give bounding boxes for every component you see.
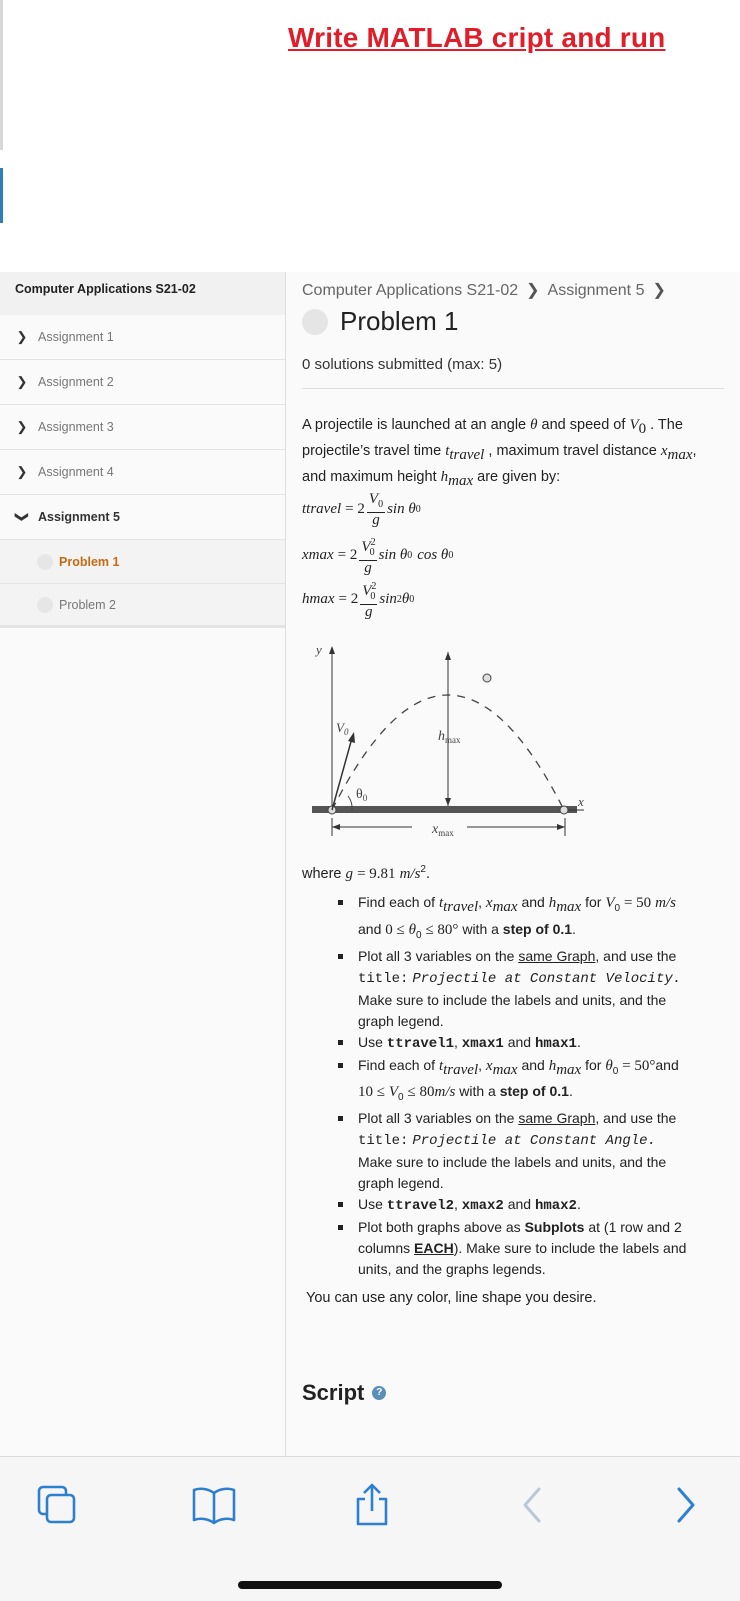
chevron-right-icon: ❯ [16,329,28,344]
sidebar-item-problem-2[interactable] [0,584,285,628]
eq-equals: = 2 [337,547,358,563]
list-underline: same Graph [518,947,596,964]
eq-lhs: x [302,547,309,563]
list-math-sub: 0 [612,1065,619,1077]
sidebar-item-problem-1[interactable] [0,540,285,584]
list-text: and [507,1033,532,1050]
list-text: Make sure to include the labels and units, and the graph legend. [358,991,667,1029]
list-text: , and use the [595,947,677,964]
velocity-label-sub: 0 [343,727,349,737]
status-circle-icon [37,597,53,613]
status-circle-icon [37,554,53,570]
list-math: 0 ≤ [385,921,405,938]
breadcrumb [302,280,674,300]
list-text: . [572,920,576,937]
angle-label-text: θ [356,787,363,802]
where-text: . [425,865,430,882]
sidebar-item-label: Assignment 2 [38,375,114,389]
eq-num-sup: 2 [371,581,377,592]
bookmarks-button[interactable] [192,1483,236,1527]
list-item [338,946,694,1032]
list-math: t [438,895,444,911]
list-text: and [521,1056,545,1073]
list-item [338,1055,694,1109]
height-arrow-bottom [445,798,451,806]
list-text: , [454,1196,458,1213]
list-text: . [576,1033,581,1050]
list-bold: step of 0.1 [499,1083,569,1100]
list-bold: Subplots [524,1219,585,1236]
list-math: h [548,1057,557,1074]
status-circle-icon [302,309,328,335]
list-text: Plot all 3 variables on the [358,947,515,964]
list-item [338,892,694,946]
velocity-arrow [348,732,355,743]
velocity-vector [332,738,352,810]
list-text: at (1 row and 2 columns [358,1219,682,1257]
list-math: = 50 [623,895,652,911]
list-text: ). Make sure to include the labels and units, and the graphs legends. [358,1240,687,1278]
tabs-icon [36,1484,78,1526]
distance-label-sub: max [438,828,454,838]
back-button[interactable] [510,1483,554,1527]
list-math-sub: 0 [614,902,621,914]
eq-rhs-sub: 0 [448,550,454,561]
eq-rhs: sin θ [378,547,408,563]
height-label-text: h [438,729,445,744]
browser-toolbar [0,1456,740,1601]
list-code: title: [358,1133,409,1150]
sidebar-item-assignment-4[interactable] [0,450,285,495]
eq-rhs: θ [401,591,410,607]
list-code: ttravel1 [386,1035,455,1052]
share-icon [354,1483,390,1527]
list-text: with a [459,1083,496,1100]
list-text: for [585,1056,602,1073]
eq-num-sub: 0 [370,591,376,602]
list-item [338,1217,694,1280]
list-text: and [358,920,382,937]
intro-text: are given by: [477,468,561,485]
chevron-right-icon: ❯ [16,419,28,434]
eq-num-var: V [368,491,379,507]
solutions-count: 0 solutions submitted (max: 5) [302,356,503,373]
distance-arrow-right [557,824,565,830]
where-math: m/s [399,865,421,882]
list-item [338,1194,694,1217]
list-math-sub: max [492,1061,518,1078]
eq-rhs-sup: 2 [396,594,402,605]
list-math-sub: max [556,1061,582,1078]
list-text: Find each of [358,894,436,910]
eq-rhs-sub: 0 [415,504,421,515]
list-bold: EACH [414,1240,454,1257]
list-text: and [507,1196,532,1213]
back-icon [520,1485,544,1525]
eq-rhs: sin θ [387,501,416,517]
list-code: Projectile at Constant Angle. [412,1133,656,1150]
edge-decoration [0,0,3,150]
task-list [338,892,694,1280]
instruction-note: You can use any color, line shape you desire. [306,1290,597,1306]
intro-math-sub: travel [449,446,485,463]
velocity-label-text: V [336,720,344,735]
sidebar-course-title[interactable]: Computer Applications S21-02 [0,272,285,315]
list-code: ttravel2 [386,1198,455,1215]
list-code: hmax1 [534,1035,577,1052]
sidebar-item-label: Assignment 4 [38,465,114,479]
list-math: = 50° [622,1057,656,1074]
eq-lhs: h [302,591,310,607]
gravity-note [302,864,430,883]
sidebar-item-label: Assignment 5 [38,510,120,524]
distance-label-text: x [432,822,439,837]
list-math: x [485,895,493,911]
intro-math: θ [530,417,538,433]
list-text: Find each of [358,1056,436,1073]
intro-math-sub: 0 [638,420,647,437]
intro-math-sub: max [448,472,474,489]
sidebar-item-label: Problem 2 [59,597,116,612]
list-math: ≤ 80° [425,921,459,938]
equation-max-height [302,580,414,619]
y-axis-label: y [316,642,322,657]
share-button[interactable] [350,1483,394,1527]
script-title: Script [302,1380,365,1405]
angle-label-sub: 0 [362,793,368,803]
list-text: Plot both graphs above as [358,1219,521,1236]
list-text: with a [462,920,499,937]
eq-num-sup: 2 [370,537,376,548]
eq-numerator [360,580,377,605]
y-axis-arrow [329,646,335,654]
where-text: where [302,865,342,882]
list-math: h [548,895,557,911]
list-text: Use [358,1196,383,1213]
sidebar-item-label: Problem 1 [59,554,120,569]
eq-lhs-sub: max [308,547,334,563]
list-text: and [655,1056,679,1073]
eq-fraction [359,536,376,575]
eq-num-sub: 0 [378,499,384,510]
chevron-right-icon: ❯ [16,374,28,389]
eq-num-sub: 0 [369,547,375,558]
list-text: . [568,1083,573,1100]
list-text: Make sure to include the labels and units, and the graph legend. [358,1154,667,1192]
eq-lhs-sub: travel [306,501,342,517]
eq-numerator [367,492,385,513]
list-math: m/s [655,895,676,911]
list-text: , [478,1056,483,1073]
page-title [302,306,459,337]
list-math: V [388,1084,399,1101]
list-code: xmax2 [461,1198,504,1215]
eq-equals: = 2 [338,591,359,607]
list-math-sub: 0 [398,1092,404,1104]
list-text: for [585,894,602,910]
problem-intro [302,414,722,492]
sidebar-item-assignment-2[interactable] [0,360,285,405]
breadcrumb-course[interactable]: Computer Applications S21-02 [302,282,519,299]
forward-button[interactable] [664,1483,708,1527]
height-label-sub: max [445,735,461,745]
where-math-sup: 2 [420,864,426,875]
intro-text: , and maximum height [302,442,697,485]
list-item [338,1108,694,1194]
forward-icon [674,1485,698,1525]
velocity-label [336,720,349,737]
angle-label [356,787,368,803]
list-text: . [576,1196,581,1213]
eq-rhs-sub: 0 [407,550,413,561]
list-math-sub: travel [443,1061,479,1078]
intro-math: h [440,468,449,485]
list-math: m/s [434,1084,456,1101]
where-math: g [345,865,354,882]
equation-max-distance [302,536,453,575]
eq-rhs: cos θ [417,547,449,563]
intro-text: , maximum travel distance [488,442,657,459]
list-text: and [521,894,545,910]
sidebar-item-assignment-3[interactable] [0,405,285,450]
list-item [338,1032,694,1055]
landing-point [560,806,568,814]
list-underline: same Graph [518,1110,596,1127]
list-bold: step of 0.1 [502,920,573,937]
eq-num-var: V [362,583,372,599]
intro-math: x [660,442,668,459]
eq-rhs-sub: 0 [409,594,415,605]
script-heading [302,1380,386,1406]
x-axis-label: x [578,794,584,809]
intro-text: . The projectile’s travel time [302,417,683,459]
list-math-sub: 0 [416,929,422,941]
tabs-button[interactable] [35,1483,79,1527]
list-text: , [478,894,483,910]
list-text: Plot all 3 variables on the [358,1110,515,1127]
eq-fraction [367,492,385,527]
intro-math: V [629,417,639,433]
chevron-right-icon: ❯ [526,282,540,299]
banner [0,0,740,268]
list-math: θ [605,1057,613,1074]
eq-denominator: g [364,560,372,576]
height-label [438,729,461,745]
eq-fraction [360,580,377,619]
bookmarks-icon [192,1485,236,1525]
eq-rhs: sin [379,591,397,607]
list-math-sub: max [492,898,518,915]
intro-math: t [445,442,450,459]
eq-numerator [359,536,376,561]
list-math: V [605,895,615,911]
sidebar-item-assignment-5[interactable] [0,495,285,540]
list-code: Projectile at Constant Velocity. [412,970,682,987]
projectile-diagram [312,640,612,855]
breadcrumb-assignment[interactable]: Assignment 5 [547,282,645,299]
where-math: = 9.81 [357,865,396,882]
projectile [483,674,491,682]
home-indicator[interactable] [238,1581,502,1589]
list-code: hmax2 [534,1198,577,1215]
list-math: ≤ 80 [407,1084,435,1101]
list-math: t [438,1057,444,1074]
intro-text: A projectile is launched at an angle [302,417,527,433]
sidebar-item-assignment-1[interactable] [0,315,285,360]
chevron-down-icon: ❯ [15,511,30,523]
eq-denominator: g [365,604,373,620]
intro-math-sub: max [667,446,693,463]
list-math: 10 ≤ [358,1084,385,1101]
list-math-sub: max [556,898,582,915]
eq-lhs: t [302,501,307,517]
eq-equals: = 2 [345,501,365,517]
eq-lhs-sub: max [309,591,335,607]
distance-label [431,822,454,838]
sidebar-item-label: Assignment 1 [38,330,114,344]
equation-travel-time [302,492,421,527]
list-text: , and use the [595,1110,677,1127]
height-arrow-top [445,652,451,660]
list-math: x [485,1057,493,1074]
sidebar-item-label: Assignment 3 [38,420,114,434]
eq-denominator: g [372,512,380,528]
list-text: , [454,1033,458,1050]
page-title-text: Problem 1 [340,306,459,336]
list-code: xmax1 [461,1035,504,1052]
edge-accent [0,168,3,223]
list-code: title: [358,970,409,987]
chevron-right-icon: ❯ [652,282,666,299]
divider [302,388,724,389]
list-text: Use [358,1033,383,1050]
help-icon[interactable]: ? [372,1386,386,1400]
content-area [0,272,740,1456]
chevron-right-icon: ❯ [16,464,28,479]
distance-arrow-left [332,824,340,830]
sidebar [0,272,286,1456]
eq-num-var: V [361,539,371,555]
list-math-sub: travel [443,898,479,915]
intro-text: and speed of [541,417,626,433]
banner-heading: Write MATLAB cript and run [288,22,666,53]
list-math: θ [408,921,416,938]
